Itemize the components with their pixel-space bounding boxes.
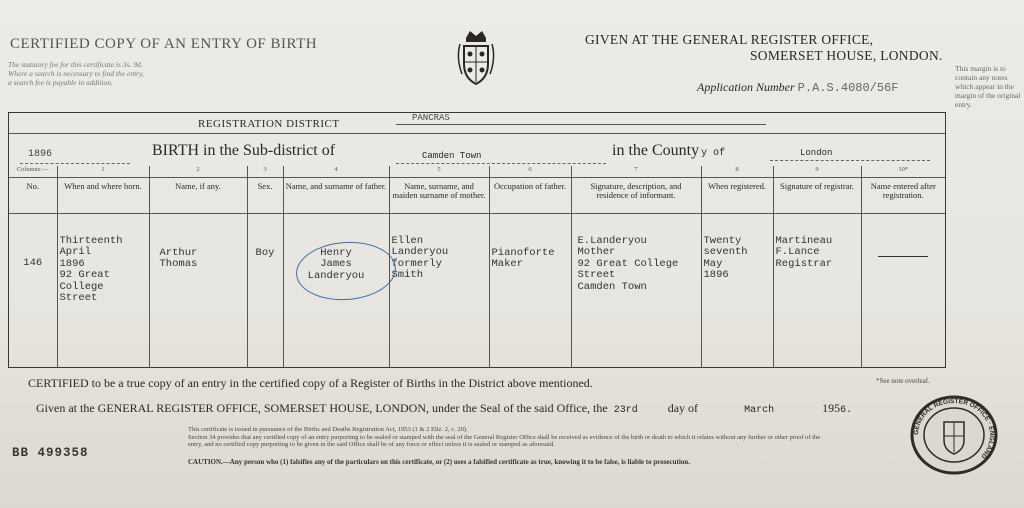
registration-district-label: REGISTRATION DISTRICT xyxy=(198,118,340,130)
subdistrict-underline xyxy=(396,163,606,164)
fee-note: The statutory fee for this certificate is 3s. 9d. Where a search is necessary to find the entry, a search fee is payable in addition. xyxy=(8,60,144,87)
entry-informant: E.Landeryou Mother 92 Great College Street Camden Town xyxy=(571,213,701,368)
county-value: London xyxy=(800,148,833,158)
table-row xyxy=(9,213,945,368)
entry-when-born: Thirteenth April 1896 92 Great College Street xyxy=(57,213,149,368)
column-header-row xyxy=(9,177,945,213)
entry-registrar: Martineau F.Lance Registrar xyxy=(773,213,861,368)
header-mother: Name, surname, and maiden surname of mother. xyxy=(389,177,489,213)
entry-mother: Ellen Landeryou formerly Smith xyxy=(389,213,489,368)
certification-statement: CERTIFIED to be a true copy of an entry in the certified copy of a Register of Births in the District above mentioned. xyxy=(28,376,593,390)
header-registrar: Signature of registrar. xyxy=(773,177,861,213)
header-registered: When registered. xyxy=(701,177,773,213)
entry-father: Henry James Landeryou xyxy=(283,213,389,368)
header-father: Name, and surname of father. xyxy=(283,177,389,213)
header-occupation: Occupation of father. xyxy=(489,177,571,213)
entry-sex: Boy xyxy=(247,213,283,368)
county-underline xyxy=(770,160,930,161)
royal-crest-icon xyxy=(452,28,500,90)
birth-subdistrict-label: BIRTH in the Sub-district of xyxy=(152,142,336,159)
header-informant: Signature, description, and residence of informant. xyxy=(571,177,701,213)
register-office-seal-icon xyxy=(908,392,1000,478)
blank-dash xyxy=(878,256,928,257)
header-sex: Sex. xyxy=(247,177,283,213)
header-when-born: When and where born. xyxy=(57,177,149,213)
subdistrict-value: Camden Town xyxy=(422,151,482,161)
header-name-after: Name entered after registration. xyxy=(861,177,945,213)
entry-name: Arthur Thomas xyxy=(149,213,247,368)
given-statement: Given at the GENERAL REGISTER OFFICE, SOMERSET HOUSE, LONDON, under the Seal of the said Office, the 23rd day of March 1956. xyxy=(36,401,853,416)
county-label: in the County y of xyxy=(612,142,726,159)
district-underline xyxy=(396,124,766,125)
office-line-1: GIVEN AT THE GENERAL REGISTER OFFICE, xyxy=(585,32,874,47)
registration-year: 1896 xyxy=(28,149,53,160)
year-underline xyxy=(20,163,130,164)
svg-text:GENERAL REGISTER OFFICE · ENGL: GENERAL REGISTER OFFICE · ENGLAND xyxy=(912,397,996,460)
column-numbers-row: Columns:— 1 2 3 4 5 6 7 8 9 10* xyxy=(9,166,945,177)
margin-note: This margin is to contain any notes which appear in the margin of the original entry. xyxy=(955,64,1021,109)
office-line-2: SOMERSET HOUSE, LONDON. xyxy=(750,48,943,63)
columns-label: Columns:— xyxy=(9,166,57,177)
header-name: Name, if any. xyxy=(149,177,247,213)
see-note: *See note overleaf. xyxy=(876,377,930,385)
entry-name-after xyxy=(861,213,945,368)
caution-note: CAUTION.—Any person who (1) falsifies any of the particulars on this certificate, or (2) uses a falsified certificate as true, knowing it to be false, is liable to prosecution. xyxy=(188,458,690,466)
serial-number: BB 499358 xyxy=(12,446,89,460)
legal-notes: This certificate is issued in pursuance of the Births and Deaths Registration Act, 1953 (1 & 2 Eliz. 2, c. 20). Section 34 provides that any certified copy of an entry purporting to be sealed or stamped with the seal of the General Register Office shall be received as evidence of the birth or death to which it relates without any further or other proof of the entry, and no certified copy purporting to be given in the said Office shall be of any force or effect unless it is sealed or stamped as aforesaid. xyxy=(188,426,821,448)
entry-registered: Twenty seventh May 1896 xyxy=(701,213,773,368)
entry-no: 146 xyxy=(23,256,43,269)
certificate-title: CERTIFIED COPY OF AN ENTRY OF BIRTH xyxy=(10,36,318,52)
header-no: No. xyxy=(9,177,57,213)
district-divider xyxy=(9,133,945,134)
application-number: Application Number P.A.S.4080/56F xyxy=(697,80,899,95)
birth-register-table xyxy=(9,166,945,368)
entry-occupation: Pianoforte Maker xyxy=(489,213,571,368)
registration-district-value: PANCRAS xyxy=(412,113,450,123)
